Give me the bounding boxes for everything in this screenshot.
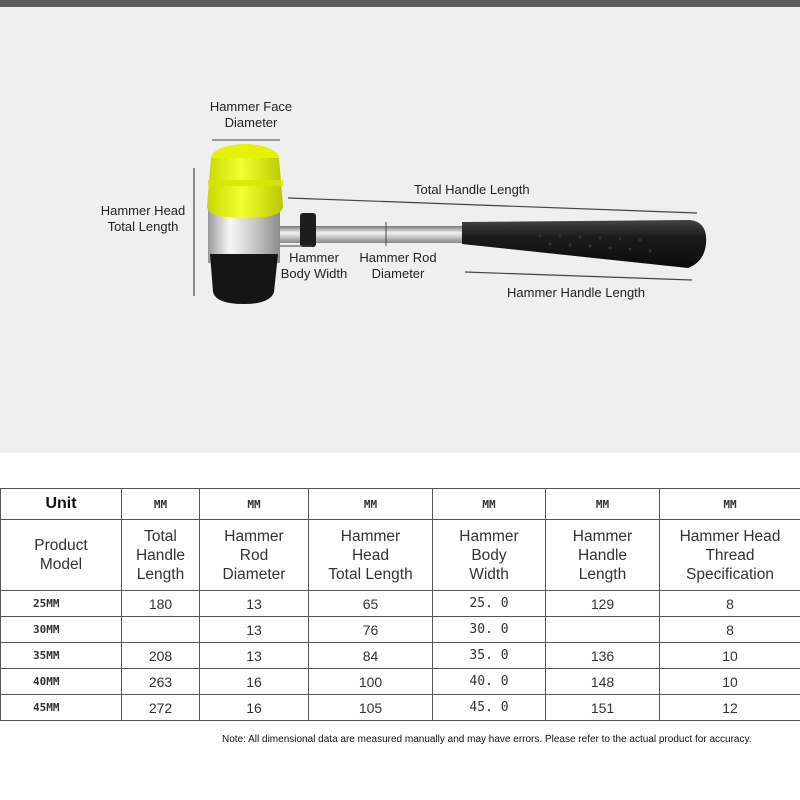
column-header xyxy=(433,520,546,591)
table-cell: 13 xyxy=(200,617,309,643)
rod-diameter-label xyxy=(356,250,440,282)
column-header xyxy=(309,520,433,591)
product-model-line-1: Product xyxy=(34,537,88,554)
table-row xyxy=(1,617,800,643)
face-diameter-label xyxy=(203,99,299,131)
model-cell: 25MM xyxy=(1,591,122,617)
table-cell: 151 xyxy=(546,695,660,721)
spec-table xyxy=(0,488,800,721)
header-line: Hammer xyxy=(572,527,633,545)
table-cell: 45. 0 xyxy=(433,695,546,721)
face-diameter-line-1: Hammer Face xyxy=(209,99,293,114)
header-line: Hammer xyxy=(340,527,401,545)
header-line: Width xyxy=(469,565,509,583)
header-line: Rod xyxy=(239,546,269,564)
body-width-line-2: Body Width xyxy=(280,266,348,281)
header-row xyxy=(1,520,800,591)
product-model-header xyxy=(1,520,122,591)
header-line: Length xyxy=(136,565,185,583)
hammer-grip xyxy=(462,220,706,268)
header-line: Hammer xyxy=(224,527,284,545)
table-cell: 84 xyxy=(309,643,433,669)
table-row xyxy=(1,591,800,617)
table-cell xyxy=(546,617,660,643)
table-cell: 10 xyxy=(660,643,800,669)
header-line: Head xyxy=(351,546,390,564)
unit-label: Unit xyxy=(1,489,122,520)
column-header xyxy=(660,520,800,591)
model-cell: 40MM xyxy=(1,669,122,695)
table-cell: 30. 0 xyxy=(433,617,546,643)
model-cell: 30MM xyxy=(1,617,122,643)
table-cell: 25. 0 xyxy=(433,591,546,617)
table-cell: 12 xyxy=(660,695,800,721)
head-total-length-label xyxy=(95,203,191,235)
table-cell xyxy=(122,617,200,643)
table-row xyxy=(1,695,800,721)
table-row xyxy=(1,643,800,669)
header-line: Hammer Head xyxy=(679,527,781,545)
body-width-label xyxy=(276,250,352,282)
column-header xyxy=(546,520,660,591)
head-total-length-line-2: Total Length xyxy=(107,219,179,234)
header-line: Hammer xyxy=(459,527,519,545)
table-cell: 13 xyxy=(200,591,309,617)
header-line: Body xyxy=(471,546,507,564)
table-cell: 263 xyxy=(122,669,200,695)
table-cell: 136 xyxy=(546,643,660,669)
column-header xyxy=(122,520,200,591)
product-model-line-2: Model xyxy=(39,556,83,573)
table-cell: 16 xyxy=(200,695,309,721)
table-cell: 180 xyxy=(122,591,200,617)
yellow-face xyxy=(207,158,283,218)
table-cell: 8 xyxy=(660,617,800,643)
table-cell: 16 xyxy=(200,669,309,695)
table-cell: 8 xyxy=(660,591,800,617)
header-line: Diameter xyxy=(222,565,286,583)
table-cell: 35. 0 xyxy=(433,643,546,669)
rod-diameter-line-1: Hammer Rod xyxy=(359,250,437,265)
header-line: Thread xyxy=(705,546,755,564)
table-cell: 129 xyxy=(546,591,660,617)
column-header xyxy=(200,520,309,591)
model-cell: 45MM xyxy=(1,695,122,721)
accuracy-note: Note: All dimensional data are measured manually and may have errors. Please refer to the actual product for accuracy. xyxy=(222,734,752,745)
face-diameter-line-2: Diameter xyxy=(224,115,278,130)
table-row xyxy=(1,669,800,695)
hammer-collar xyxy=(300,213,316,247)
table-cell: 13 xyxy=(200,643,309,669)
unit-cell: MM xyxy=(433,489,546,520)
table-cell: 148 xyxy=(546,669,660,695)
unit-cell: MM xyxy=(200,489,309,520)
table-cell: 65 xyxy=(309,591,433,617)
table-cell: 10 xyxy=(660,669,800,695)
table-cell: 40. 0 xyxy=(433,669,546,695)
table-cell: 100 xyxy=(309,669,433,695)
model-cell: 35MM xyxy=(1,643,122,669)
unit-cell: MM xyxy=(309,489,433,520)
unit-cell: MM xyxy=(546,489,660,520)
rod-diameter-line-2: Diameter xyxy=(371,266,425,281)
unit-cell: MM xyxy=(660,489,800,520)
unit-row xyxy=(1,489,800,520)
table-cell: 105 xyxy=(309,695,433,721)
unit-cell: MM xyxy=(122,489,200,520)
total-handle-length-label: Total Handle Length xyxy=(414,182,530,197)
header-line: Specification xyxy=(686,565,774,583)
header-line: Length xyxy=(578,565,627,583)
header-line: Handle xyxy=(577,546,628,564)
head-total-length-line-1: Hammer Head xyxy=(100,203,186,218)
body-width-line-1: Hammer xyxy=(289,250,339,265)
handle-length-label: Hammer Handle Length xyxy=(507,285,646,300)
header-line: Total xyxy=(144,527,177,545)
black-rubber-face xyxy=(210,254,278,304)
header-line: Handle xyxy=(135,546,186,564)
table-cell: 208 xyxy=(122,643,200,669)
table-cell: 76 xyxy=(309,617,433,643)
header-line: Total Length xyxy=(328,565,413,583)
table-cell: 272 xyxy=(122,695,200,721)
